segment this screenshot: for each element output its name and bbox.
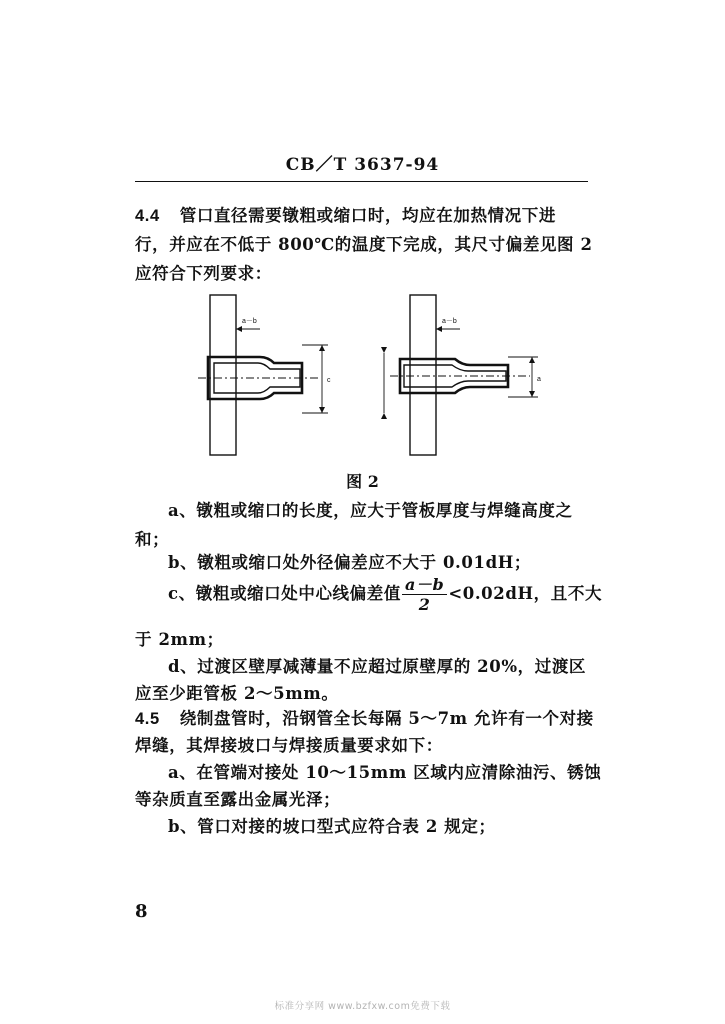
watermark-text: 标准分享网 www.bzfxw.com免费下载 [274,1001,451,1012]
clause-4-4-line-1: 4.4 管口直径需要镦粗或缩口时，均应在加热情况下进 [135,206,556,225]
right-dim-label-top: a－b [442,318,457,325]
figure-2-tube-diagram [190,285,550,465]
clause-number-4-4: 4.4 [135,207,160,225]
clause-4-4-line-2: 行，并应在不低于 800℃的温度下完成，其尺寸偏差见图 2 [135,235,593,254]
left-dim-label-side: c [327,377,331,384]
c-fraction: $\frac{a-b}{2}$ [402,575,447,614]
header-rule [135,181,588,182]
page-number: 8 [135,901,148,922]
clause-4-5-b-line: b、管口对接的坡口型式应符合表 2 规定； [168,817,496,836]
clause-4-5-line-2: 焊缝，其焊接坡口与焊接质量要求如下： [135,736,443,755]
clause-4-5-line-1: 4.5 绕制盘管时，沿钢管全长每隔 5～7m 允许有一个对接 [135,709,594,728]
item-b-line: b、镦粗或缩口处外径偏差应不大于 0.01dH； [168,553,531,572]
right-dim-label-side: a [537,376,541,383]
left-tube-expanded [198,295,328,455]
item-d-line-1: d、过渡区壁厚减薄量不应超过原壁厚的 20%，过渡区 [168,657,587,676]
figure-arrowheads [236,326,535,419]
clause-4-5-a-line-1: a、在管端对接处 10～15mm 区域内应清除油污、锈蚀 [168,763,602,782]
item-a-line-2: 和； [135,530,170,549]
clause-4-4-line-3: 应符合下列要求： [135,264,272,283]
left-dim-label-top: a－b [242,318,257,325]
clause-number-4-5: 4.5 [135,710,160,728]
item-c-line-2: 于 2mm； [135,630,224,649]
right-tube-reduced [384,295,538,455]
item-a-line-1: a、镦粗或缩口的长度，应大于管板厚度与焊缝高度之 [168,501,573,520]
figure-caption: 图 2 [346,472,379,491]
document-header-code: CB／T 3637-94 [285,155,440,175]
clause-4-5-a-line-2: 等杂质直至露出金属光泽； [135,790,341,809]
item-c-line-1: c、镦粗或缩口处中心线偏差值 $\frac{a-b}{2}$ <0.02dH，且不大 [168,575,603,614]
item-d-line-2: 应至少距管板 2～5mm。 [135,684,339,703]
